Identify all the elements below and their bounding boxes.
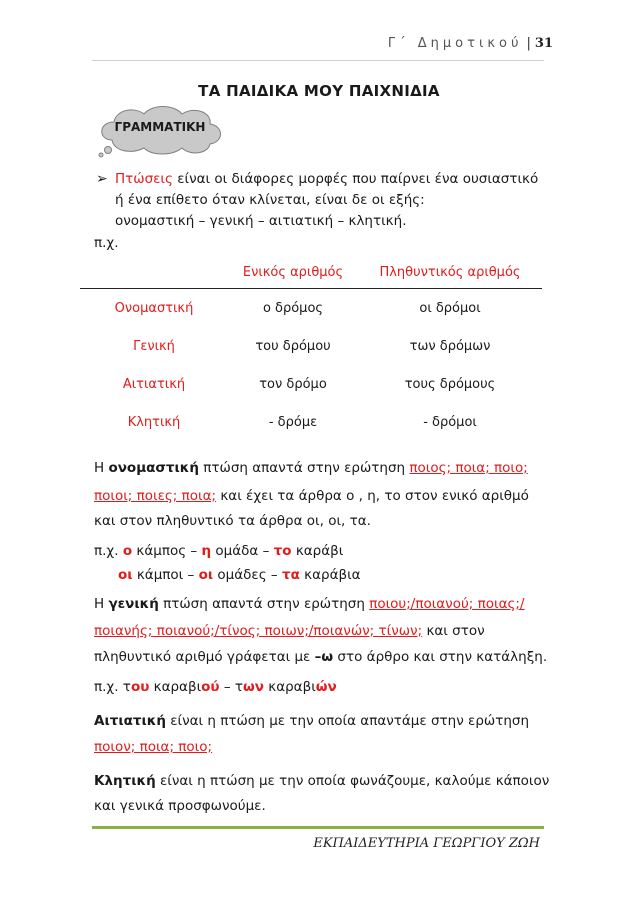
term-cases: Πτώσεις	[115, 171, 173, 187]
table-row	[80, 365, 542, 403]
singular-form: του δρόμου	[255, 338, 331, 354]
case-name: Κλητική	[127, 414, 181, 430]
plural-form: - δρόμοι	[423, 414, 477, 430]
vocative-line-2: και γενικά προσφωνούμε.	[94, 798, 266, 814]
table-row	[80, 403, 542, 441]
case-name: Αιτιατική	[122, 376, 186, 392]
genitive-questions-1: ποιου;/ποιανού; ποιας;/	[369, 596, 525, 612]
accusative-line-1: Αιτιατική είναι η πτώση με την οποία απαντάμε στην ερώτηση	[94, 713, 530, 729]
plural-form: οι δρόμοι	[358, 289, 542, 328]
term-vocative: Κλητική	[94, 773, 156, 789]
page-header	[388, 36, 553, 51]
nominative-example-1: π.χ. ο κάμπος – η ομάδα – το καράβι	[94, 543, 344, 559]
genitive-line-1: Η γενική πτώση απαντά στην ερώτηση ποιου;/ποιανού; ποιας;/	[94, 596, 525, 612]
table-header-row	[80, 256, 542, 289]
genitive-line-3: πληθυντικό αριθμό γράφεται με –ω στο άρθρο και στην κατάληξη.	[94, 649, 548, 665]
case-name: Ονομαστική	[80, 289, 228, 328]
plural-form: των δρόμων	[409, 338, 491, 354]
plural-form: τους δρόμους	[404, 376, 496, 392]
case-name: Γενική	[133, 338, 175, 354]
table-header-plural: Πληθυντικός αριθμός	[379, 264, 521, 280]
grade-label: Γ΄ Δημοτικού	[387, 36, 523, 51]
singular-form: ο δρόμος	[228, 289, 358, 328]
accusative-questions: ποιον; ποια; ποιο;	[94, 739, 213, 755]
term-accusative: Αιτιατική	[94, 713, 166, 729]
singular-form: - δρόμε	[268, 414, 318, 430]
term-nominative: ονομαστική	[108, 460, 199, 476]
intro-example-label: π.χ.	[94, 235, 119, 251]
arrow-bullet-icon: ➢	[96, 171, 108, 187]
singular-form: τον δρόμο	[259, 376, 327, 392]
nominative-example-2: οι κάμποι – οι ομάδες – τα καράβια	[118, 567, 361, 583]
genitive-line-2: ποιανής; ποιανού;/τίνος; ποιων;/ποιανών; τίνων; και στον	[94, 623, 485, 639]
nominative-line-2: ποιοι; ποιες; ποια; και έχει τα άρθρα ο , η, το στον ενικό αριθμό	[94, 488, 529, 504]
cases-table	[80, 256, 542, 441]
genitive-questions-2: ποιανής; ποιανού;/τίνος; ποιων;/ποιανών; τίνων;	[94, 623, 423, 639]
page-title: ΤΑ ΠΑΙΔΙΚΑ ΜΟΥ ΠΑΙΧΝΙΔΙΑ	[198, 82, 440, 100]
page-number: 31	[534, 36, 553, 51]
vocative-line-1: Κλητική είναι η πτώση με την οποία φωνάζουμε, καλούμε κάποιον	[94, 773, 550, 789]
table-header-cell	[80, 256, 228, 289]
intro-line-1: Πτώσεις είναι οι διάφορες μορφές που παίρνει ένα ουσιαστικό	[115, 171, 539, 187]
nominative-questions-1: ποιος; ποια; ποιο;	[409, 460, 528, 476]
term-genitive: γενική	[108, 596, 159, 612]
footer-rule	[92, 826, 544, 829]
nominative-questions-2: ποιοι; ποιες; ποια;	[94, 488, 217, 504]
nominative-line-3: και στον πληθυντικό τα άρθρα οι, οι, τα.	[94, 513, 371, 529]
footer-school-name: ΕΚΠΑΙΔΕΥΤΗΡΙΑ ΓΕΩΡΓΙΟΥ ΖΩΗ	[313, 836, 540, 851]
genitive-example: π.χ. του καραβιού – των καραβιών	[94, 679, 337, 695]
nominative-line-1: Η ονομαστική πτώση απαντά στην ερώτηση ποιος; ποια; ποιο;	[94, 460, 528, 476]
header-rule	[92, 60, 544, 61]
intro-line-2: ή ένα επίθετο όταν κλίνεται, είναι δε οι εξής:	[115, 192, 425, 208]
header-separator: |	[526, 36, 531, 51]
intro-line-3: ονομαστική – γενική – αιτιατική – κλητική.	[115, 213, 407, 229]
table-header-singular: Ενικός αριθμός	[242, 264, 344, 280]
accusative-line-2	[94, 739, 212, 755]
table-row	[80, 289, 542, 328]
grammar-label: ΓΡΑΜΜΑΤΙΚΗ	[114, 120, 206, 134]
table-row	[80, 327, 542, 365]
